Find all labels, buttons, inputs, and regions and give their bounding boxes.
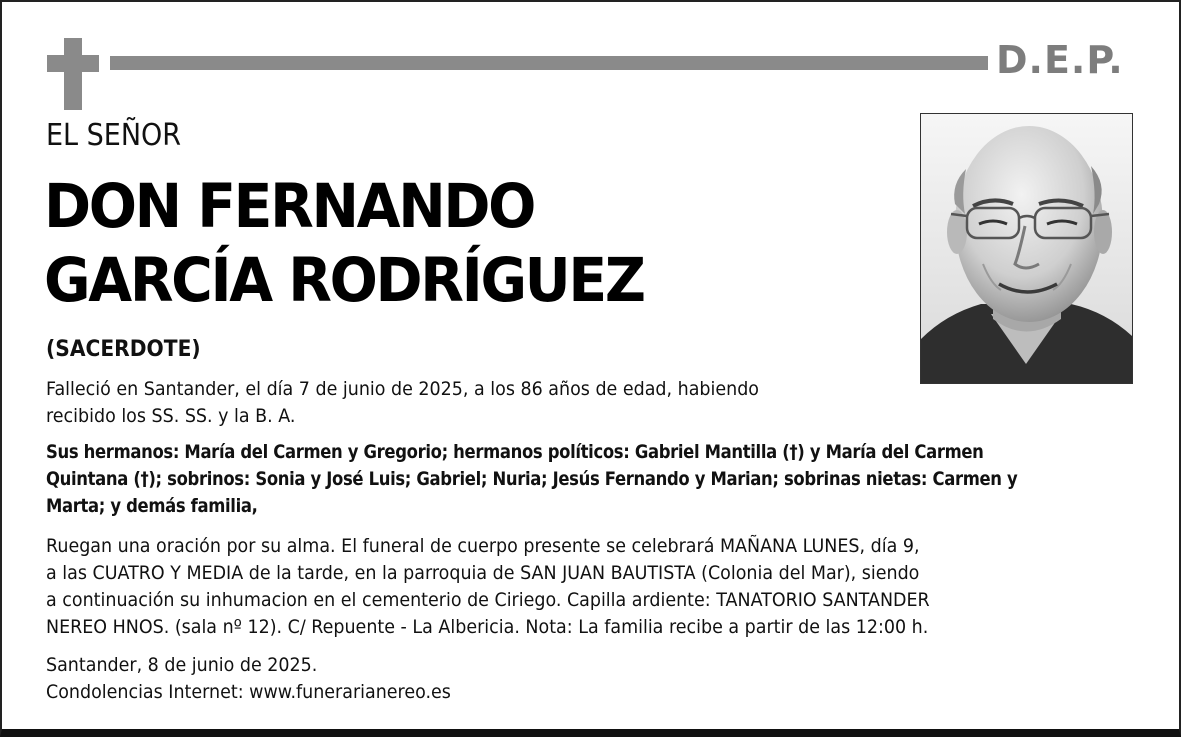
cross-vertical-bar <box>64 38 82 110</box>
name-line: GARCÍA RODRÍGUEZ <box>44 245 644 316</box>
family-line: Sus hermanos: María del Carmen y Gregorio; hermanos políticos: Gabriel Mantilla (†) y María del Carmen <box>46 441 984 463</box>
name-line: DON FERNANDO <box>44 171 535 242</box>
cross-horizontal-bar <box>47 55 99 72</box>
portrait-photo <box>920 113 1133 384</box>
deceased-name <box>44 170 644 318</box>
funeral-line: a continuación su inhumacion en el cementerio de Ciriego. Capilla ardiente: TANATORIO SANTANDER <box>46 589 930 611</box>
death-paragraph <box>46 376 759 430</box>
family-paragraph <box>46 439 1017 520</box>
honorific: EL SEÑOR <box>46 118 182 153</box>
portrait-illustration <box>921 114 1132 383</box>
place-date: Santander, 8 de junio de 2025. <box>46 654 318 676</box>
funeral-paragraph <box>46 533 930 641</box>
funeral-line: a las CUATRO Y MEDIA de la tarde, en la parroquia de SAN JUAN BAUTISTA (Colonia del Mar), siendo <box>46 562 920 584</box>
closing-paragraph <box>46 652 451 706</box>
header-rule <box>110 56 988 70</box>
death-line: Falleció en Santander, el día 7 de junio de 2025, a los 86 años de edad, habiendo <box>46 378 759 400</box>
dep-label: D.E.P. <box>996 38 1124 82</box>
family-line: Marta; y demás familia, <box>46 495 258 517</box>
condolences-link[interactable]: Condolencias Internet: www.funerarianereo.es <box>46 681 451 703</box>
family-line: Quintana (†); sobrinos: Sonia y José Luis; Gabriel; Nuria; Jesús Fernando y Marian; sobrinas nietas: Carmen y <box>46 468 1018 490</box>
deceased-title: (SACERDOTE) <box>46 337 201 362</box>
funeral-line: Ruegan una oración por su alma. El funeral de cuerpo presente se celebrará MAÑANA LUNES, día 9, <box>46 535 920 557</box>
death-line: recibido los SS. SS. y la B. A. <box>46 405 296 427</box>
funeral-line: NEREO HNOS. (sala nº 12). C/ Repuente - La Albericia. Nota: La familia recibe a partir de las 12:00 h. <box>46 616 929 638</box>
